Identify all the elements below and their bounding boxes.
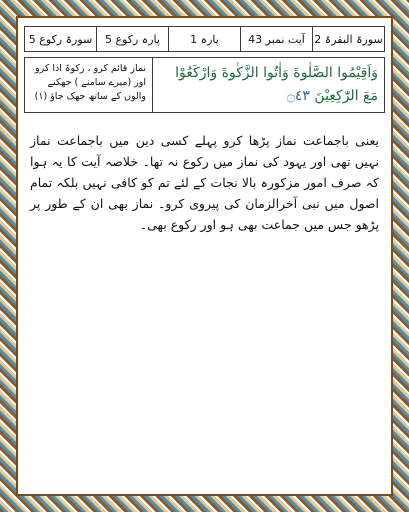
ayah-line-2 bbox=[159, 85, 378, 108]
para-ruku: پارہ رکوع 5 bbox=[96, 27, 168, 51]
ayat-number: آیت نمبر 43 bbox=[240, 27, 312, 51]
ayah-section bbox=[24, 57, 385, 113]
reference-header bbox=[24, 26, 385, 52]
surah-name: سورۃ البقرۃ 2 bbox=[312, 27, 384, 51]
ayah-end-marker: ۝٤٣ bbox=[286, 88, 310, 104]
ayah-translation: نماز قائم کرو ، زکوۃ ادا کرو اور (میرے سامنے ) جھکنے والوں کے ساتھ جھک جاؤ (۱) bbox=[34, 63, 146, 102]
ayah-line-1: وَاَقِيْمُوا الصَّلٰوةَ وَاٰتُوا الزَّكٰوةَ وَارْكَعُوْا bbox=[175, 65, 378, 81]
ayah-line-2-text: مَعَ الرّٰكِعِيْنَ bbox=[314, 88, 378, 104]
ayah-arabic-text bbox=[152, 58, 384, 112]
surah-ruku: سورۃ رکوع 5 bbox=[28, 32, 93, 46]
commentary-text: یعنی باجماعت نماز پڑھا کرو پہلے کسی دین میں باجماعت نماز نہیں تھی اور یہود کی نماز میں رکوع نہ تھا۔ خلاصہ آیت کا یہ ہوا کہ صرف امور مزکورہ بالا نجات کے لئے تم کو کافی نہیں بلکہ تمام اصول میں نبی آخرالزمان کی پیروی کرو۔ نماز بھی ان کے طور پر پڑھو جس میں جماعت بھی ہو اور رکوع بھی۔ bbox=[30, 133, 379, 232]
para-number: پارہ 1 bbox=[168, 27, 240, 51]
